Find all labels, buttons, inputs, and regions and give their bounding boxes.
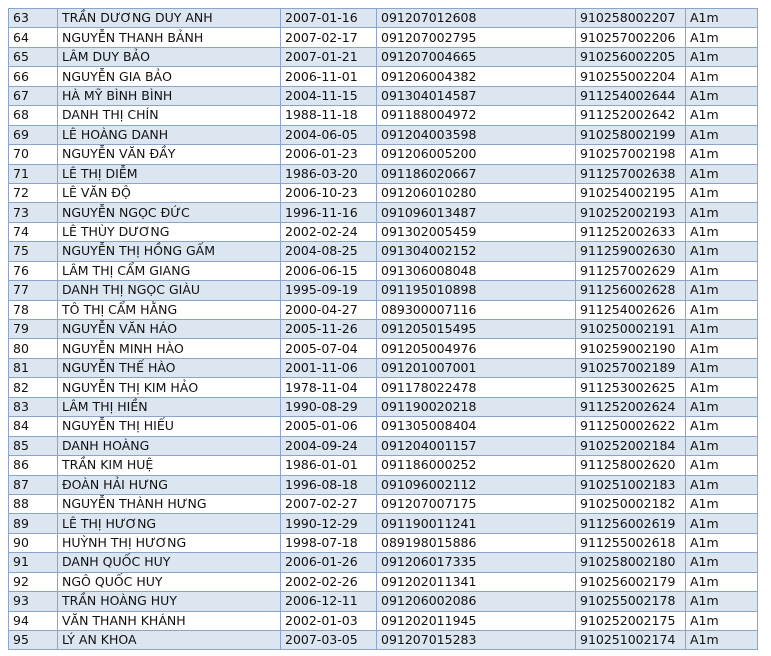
code-cell: 911256002628 bbox=[576, 281, 686, 300]
class-cell: A1m bbox=[686, 533, 758, 552]
class-cell: A1m bbox=[686, 456, 758, 475]
code-cell: 910252002193 bbox=[576, 203, 686, 222]
class-cell: A1m bbox=[686, 242, 758, 261]
table-row bbox=[9, 436, 758, 455]
table-row bbox=[9, 222, 758, 241]
class-cell: A1m bbox=[686, 300, 758, 319]
row-number-cell: 68 bbox=[9, 106, 58, 125]
table-row bbox=[9, 145, 758, 164]
birth-date-cell: 2004-06-05 bbox=[281, 125, 377, 144]
class-cell: A1m bbox=[686, 378, 758, 397]
id-number-cell: 091190020218 bbox=[377, 397, 576, 416]
table-row bbox=[9, 203, 758, 222]
name-cell: LÊ HOÀNG DANH bbox=[58, 125, 281, 144]
id-number-cell: 091186020667 bbox=[377, 164, 576, 183]
birth-date-cell: 2006-12-11 bbox=[281, 592, 377, 611]
table-row bbox=[9, 9, 758, 28]
class-cell: A1m bbox=[686, 67, 758, 86]
code-cell: 910258002180 bbox=[576, 553, 686, 572]
class-cell: A1m bbox=[686, 514, 758, 533]
birth-date-cell: 1998-07-18 bbox=[281, 533, 377, 552]
id-number-cell: 091202011341 bbox=[377, 572, 576, 591]
class-cell: A1m bbox=[686, 611, 758, 630]
class-cell: A1m bbox=[686, 494, 758, 513]
row-number-cell: 86 bbox=[9, 456, 58, 475]
id-number-cell: 091206017335 bbox=[377, 553, 576, 572]
code-cell: 911255002618 bbox=[576, 533, 686, 552]
class-cell: A1m bbox=[686, 397, 758, 416]
class-cell: A1m bbox=[686, 436, 758, 455]
row-number-cell: 88 bbox=[9, 494, 58, 513]
code-cell: 910250002182 bbox=[576, 494, 686, 513]
code-cell: 911257002629 bbox=[576, 261, 686, 280]
code-cell: 910256002205 bbox=[576, 47, 686, 66]
id-number-cell: 091205015495 bbox=[377, 320, 576, 339]
class-cell: A1m bbox=[686, 183, 758, 202]
birth-date-cell: 2006-01-23 bbox=[281, 145, 377, 164]
code-cell: 910257002206 bbox=[576, 28, 686, 47]
row-number-cell: 70 bbox=[9, 145, 58, 164]
birth-date-cell: 2007-01-16 bbox=[281, 9, 377, 28]
class-cell: A1m bbox=[686, 47, 758, 66]
name-cell: VĂN THANH KHÁNH bbox=[58, 611, 281, 630]
class-cell: A1m bbox=[686, 145, 758, 164]
name-cell: DANH THỊ CHÍN bbox=[58, 106, 281, 125]
code-cell: 910259002190 bbox=[576, 339, 686, 358]
birth-date-cell: 2006-01-26 bbox=[281, 553, 377, 572]
table-row bbox=[9, 494, 758, 513]
class-cell: A1m bbox=[686, 28, 758, 47]
class-cell: A1m bbox=[686, 339, 758, 358]
name-cell: TRẦN HOÀNG HUY bbox=[58, 592, 281, 611]
birth-date-cell: 2006-10-23 bbox=[281, 183, 377, 202]
code-cell: 910254002195 bbox=[576, 183, 686, 202]
birth-date-cell: 2004-08-25 bbox=[281, 242, 377, 261]
table-row bbox=[9, 339, 758, 358]
name-cell: NGUYỄN THỊ KIM HẢO bbox=[58, 378, 281, 397]
birth-date-cell: 1986-01-01 bbox=[281, 456, 377, 475]
id-number-cell: 091204003598 bbox=[377, 125, 576, 144]
class-cell: A1m bbox=[686, 572, 758, 591]
name-cell: TRẦN DƯƠNG DUY ANH bbox=[58, 9, 281, 28]
table-row bbox=[9, 47, 758, 66]
id-number-cell: 091206005200 bbox=[377, 145, 576, 164]
name-cell: ĐOÀN HẢI HƯNG bbox=[58, 475, 281, 494]
name-cell: DANH HOÀNG bbox=[58, 436, 281, 455]
table-row bbox=[9, 125, 758, 144]
birth-date-cell: 2002-02-24 bbox=[281, 222, 377, 241]
name-cell: LÊ THỊ DIỄM bbox=[58, 164, 281, 183]
code-cell: 911252002642 bbox=[576, 106, 686, 125]
id-number-cell: 091096013487 bbox=[377, 203, 576, 222]
row-number-cell: 73 bbox=[9, 203, 58, 222]
id-number-cell: 091207007175 bbox=[377, 494, 576, 513]
birth-date-cell: 2001-11-06 bbox=[281, 358, 377, 377]
class-cell: A1m bbox=[686, 553, 758, 572]
row-number-cell: 83 bbox=[9, 397, 58, 416]
class-cell: A1m bbox=[686, 358, 758, 377]
name-cell: NGUYỄN THẾ HÀO bbox=[58, 358, 281, 377]
table-row bbox=[9, 475, 758, 494]
birth-date-cell: 2004-11-15 bbox=[281, 86, 377, 105]
name-cell: LÊ VĂN ĐỘ bbox=[58, 183, 281, 202]
id-number-cell: 091190011241 bbox=[377, 514, 576, 533]
class-cell: A1m bbox=[686, 164, 758, 183]
birth-date-cell: 2006-11-01 bbox=[281, 67, 377, 86]
row-number-cell: 95 bbox=[9, 631, 58, 650]
class-cell: A1m bbox=[686, 320, 758, 339]
id-number-cell: 091206004382 bbox=[377, 67, 576, 86]
table-row bbox=[9, 417, 758, 436]
row-number-cell: 94 bbox=[9, 611, 58, 630]
code-cell: 910251002174 bbox=[576, 631, 686, 650]
code-cell: 910257002189 bbox=[576, 358, 686, 377]
birth-date-cell: 2004-09-24 bbox=[281, 436, 377, 455]
table-row bbox=[9, 378, 758, 397]
code-cell: 910258002199 bbox=[576, 125, 686, 144]
birth-date-cell: 2007-03-05 bbox=[281, 631, 377, 650]
row-number-cell: 71 bbox=[9, 164, 58, 183]
table-row bbox=[9, 397, 758, 416]
name-cell: NGUYỄN GIA BẢO bbox=[58, 67, 281, 86]
name-cell: DANH QUỐC HUY bbox=[58, 553, 281, 572]
id-number-cell: 091206002086 bbox=[377, 592, 576, 611]
birth-date-cell: 1988-11-18 bbox=[281, 106, 377, 125]
id-number-cell: 091304002152 bbox=[377, 242, 576, 261]
table-row bbox=[9, 261, 758, 280]
name-cell: LÂM THỊ HIỀN bbox=[58, 397, 281, 416]
name-cell: LÝ AN KHOA bbox=[58, 631, 281, 650]
table-row bbox=[9, 553, 758, 572]
name-cell: NGUYỄN NGỌC ĐỨC bbox=[58, 203, 281, 222]
id-number-cell: 091201007001 bbox=[377, 358, 576, 377]
name-cell: HÀ MỸ BÌNH BÌNH bbox=[58, 86, 281, 105]
row-number-cell: 66 bbox=[9, 67, 58, 86]
code-cell: 911252002624 bbox=[576, 397, 686, 416]
name-cell: LÊ THÙY DƯƠNG bbox=[58, 222, 281, 241]
name-cell: NGUYỄN THANH BẢNH bbox=[58, 28, 281, 47]
code-cell: 911256002619 bbox=[576, 514, 686, 533]
code-cell: 911252002633 bbox=[576, 222, 686, 241]
id-number-cell: 091206010280 bbox=[377, 183, 576, 202]
birth-date-cell: 1996-08-18 bbox=[281, 475, 377, 494]
id-number-cell: 089198015886 bbox=[377, 533, 576, 552]
name-cell: DANH THỊ NGỌC GIÀU bbox=[58, 281, 281, 300]
table-row bbox=[9, 164, 758, 183]
row-number-cell: 69 bbox=[9, 125, 58, 144]
row-number-cell: 76 bbox=[9, 261, 58, 280]
code-cell: 911254002626 bbox=[576, 300, 686, 319]
code-cell: 910256002179 bbox=[576, 572, 686, 591]
id-number-cell: 091304014587 bbox=[377, 86, 576, 105]
birth-date-cell: 1978-11-04 bbox=[281, 378, 377, 397]
code-cell: 911254002644 bbox=[576, 86, 686, 105]
row-number-cell: 75 bbox=[9, 242, 58, 261]
birth-date-cell: 2007-02-27 bbox=[281, 494, 377, 513]
id-number-cell: 091178022478 bbox=[377, 378, 576, 397]
id-number-cell: 091207015283 bbox=[377, 631, 576, 650]
row-number-cell: 64 bbox=[9, 28, 58, 47]
id-number-cell: 091186000252 bbox=[377, 456, 576, 475]
birth-date-cell: 1996-11-16 bbox=[281, 203, 377, 222]
code-cell: 911258002620 bbox=[576, 456, 686, 475]
row-number-cell: 80 bbox=[9, 339, 58, 358]
name-cell: NGUYỄN VĂN HÁO bbox=[58, 320, 281, 339]
name-cell: LÂM DUY BẢO bbox=[58, 47, 281, 66]
table-row bbox=[9, 281, 758, 300]
code-cell: 910252002184 bbox=[576, 436, 686, 455]
code-cell: 910258002207 bbox=[576, 9, 686, 28]
name-cell: TRẦN KIM HUỆ bbox=[58, 456, 281, 475]
id-number-cell: 091207004665 bbox=[377, 47, 576, 66]
name-cell: NGUYỄN MINH HÀO bbox=[58, 339, 281, 358]
row-number-cell: 78 bbox=[9, 300, 58, 319]
name-cell: LÂM THỊ CẨM GIANG bbox=[58, 261, 281, 280]
class-cell: A1m bbox=[686, 86, 758, 105]
birth-date-cell: 2007-02-17 bbox=[281, 28, 377, 47]
birth-date-cell: 2005-01-06 bbox=[281, 417, 377, 436]
table-row bbox=[9, 592, 758, 611]
class-cell: A1m bbox=[686, 592, 758, 611]
code-cell: 910255002204 bbox=[576, 67, 686, 86]
birth-date-cell: 1990-08-29 bbox=[281, 397, 377, 416]
row-number-cell: 84 bbox=[9, 417, 58, 436]
name-cell: NGUYỄN VĂN ĐẦY bbox=[58, 145, 281, 164]
id-number-cell: 091207002795 bbox=[377, 28, 576, 47]
row-number-cell: 89 bbox=[9, 514, 58, 533]
table-row bbox=[9, 358, 758, 377]
table-row bbox=[9, 86, 758, 105]
table-row bbox=[9, 67, 758, 86]
row-number-cell: 63 bbox=[9, 9, 58, 28]
class-cell: A1m bbox=[686, 631, 758, 650]
table-row bbox=[9, 183, 758, 202]
table-row bbox=[9, 242, 758, 261]
birth-date-cell: 2000-04-27 bbox=[281, 300, 377, 319]
id-number-cell: 091204001157 bbox=[377, 436, 576, 455]
name-cell: NGUYỄN THỊ HIẾU bbox=[58, 417, 281, 436]
birth-date-cell: 2007-01-21 bbox=[281, 47, 377, 66]
id-number-cell: 091202011945 bbox=[377, 611, 576, 630]
id-number-cell: 091188004972 bbox=[377, 106, 576, 125]
row-number-cell: 82 bbox=[9, 378, 58, 397]
name-cell: NGUYỄN THỊ HỒNG GẤM bbox=[58, 242, 281, 261]
class-cell: A1m bbox=[686, 475, 758, 494]
code-cell: 911250002622 bbox=[576, 417, 686, 436]
code-cell: 910251002183 bbox=[576, 475, 686, 494]
birth-date-cell: 2005-07-04 bbox=[281, 339, 377, 358]
table-row bbox=[9, 514, 758, 533]
birth-date-cell: 1995-09-19 bbox=[281, 281, 377, 300]
row-number-cell: 91 bbox=[9, 553, 58, 572]
table-row bbox=[9, 631, 758, 650]
class-cell: A1m bbox=[686, 261, 758, 280]
birth-date-cell: 1986-03-20 bbox=[281, 164, 377, 183]
id-number-cell: 091096002112 bbox=[377, 475, 576, 494]
table-row bbox=[9, 533, 758, 552]
class-cell: A1m bbox=[686, 203, 758, 222]
name-cell: TÔ THỊ CẨM HẰNG bbox=[58, 300, 281, 319]
class-cell: A1m bbox=[686, 9, 758, 28]
table-body bbox=[9, 9, 758, 650]
class-cell: A1m bbox=[686, 281, 758, 300]
table-row bbox=[9, 456, 758, 475]
row-number-cell: 77 bbox=[9, 281, 58, 300]
table-row bbox=[9, 300, 758, 319]
row-number-cell: 90 bbox=[9, 533, 58, 552]
class-cell: A1m bbox=[686, 222, 758, 241]
birth-date-cell: 2006-06-15 bbox=[281, 261, 377, 280]
row-number-cell: 81 bbox=[9, 358, 58, 377]
class-cell: A1m bbox=[686, 417, 758, 436]
table-row bbox=[9, 611, 758, 630]
row-number-cell: 67 bbox=[9, 86, 58, 105]
row-number-cell: 65 bbox=[9, 47, 58, 66]
birth-date-cell: 2005-11-26 bbox=[281, 320, 377, 339]
row-number-cell: 92 bbox=[9, 572, 58, 591]
code-cell: 910257002198 bbox=[576, 145, 686, 164]
name-cell: LÊ THỊ HƯƠNG bbox=[58, 514, 281, 533]
id-number-cell: 091302005459 bbox=[377, 222, 576, 241]
birth-date-cell: 2002-02-26 bbox=[281, 572, 377, 591]
code-cell: 911259002630 bbox=[576, 242, 686, 261]
student-table bbox=[8, 8, 758, 650]
table-row bbox=[9, 572, 758, 591]
row-number-cell: 72 bbox=[9, 183, 58, 202]
id-number-cell: 089300007116 bbox=[377, 300, 576, 319]
name-cell: NGÔ QUỐC HUY bbox=[58, 572, 281, 591]
birth-date-cell: 1990-12-29 bbox=[281, 514, 377, 533]
row-number-cell: 74 bbox=[9, 222, 58, 241]
id-number-cell: 091205004976 bbox=[377, 339, 576, 358]
id-number-cell: 091305008404 bbox=[377, 417, 576, 436]
code-cell: 911253002625 bbox=[576, 378, 686, 397]
code-cell: 910255002178 bbox=[576, 592, 686, 611]
name-cell: NGUYỄN THÀNH HƯNG bbox=[58, 494, 281, 513]
id-number-cell: 091306008048 bbox=[377, 261, 576, 280]
birth-date-cell: 2002-01-03 bbox=[281, 611, 377, 630]
row-number-cell: 87 bbox=[9, 475, 58, 494]
row-number-cell: 93 bbox=[9, 592, 58, 611]
code-cell: 911257002638 bbox=[576, 164, 686, 183]
row-number-cell: 85 bbox=[9, 436, 58, 455]
code-cell: 910252002175 bbox=[576, 611, 686, 630]
id-number-cell: 091207012608 bbox=[377, 9, 576, 28]
table-row bbox=[9, 106, 758, 125]
id-number-cell: 091195010898 bbox=[377, 281, 576, 300]
code-cell: 910250002191 bbox=[576, 320, 686, 339]
table-row bbox=[9, 320, 758, 339]
table-row bbox=[9, 28, 758, 47]
row-number-cell: 79 bbox=[9, 320, 58, 339]
name-cell: HUỲNH THỊ HƯƠNG bbox=[58, 533, 281, 552]
class-cell: A1m bbox=[686, 106, 758, 125]
class-cell: A1m bbox=[686, 125, 758, 144]
